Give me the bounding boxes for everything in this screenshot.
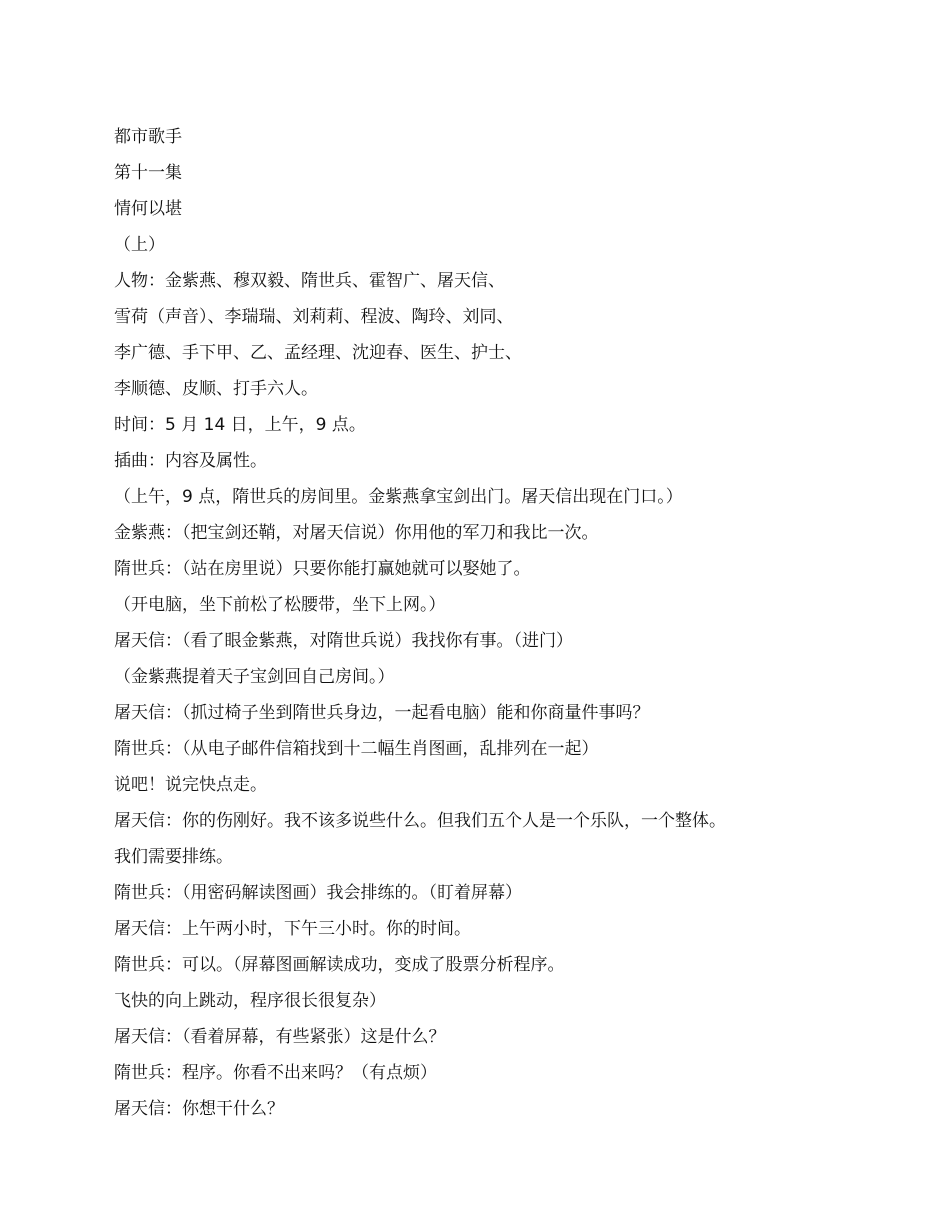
dialogue-line: 说吧！说完快点走。 <box>114 775 267 795</box>
dialogue-line: 屠天信：你想干什么？ <box>114 1099 284 1119</box>
stage-direction: （金紫燕提着天子宝剑回自己房间。） <box>114 667 395 687</box>
stage-direction: （开电脑，坐下前松了松腰带，坐下上网。） <box>114 595 446 615</box>
episode-number: 第十一集 <box>114 163 182 183</box>
time-line: 时间：5 月 14 日，上午，9 点。 <box>114 415 366 435</box>
dialogue-line: 隋世兵：（用密码解读图画）我会排练的。（盯着屏幕） <box>114 883 522 903</box>
stage-direction: （上午，9 点，隋世兵的房间里。金紫燕拿宝剑出门。屠天信出现在门口。） <box>114 487 683 507</box>
cast-line: 李顺德、皮顺、打手六人。 <box>114 379 318 399</box>
dialogue-line: 屠天信：上午两小时，下午三小时。你的时间。 <box>114 919 471 939</box>
drama-title: 都市歌手 <box>114 127 182 147</box>
dialogue-line: 屠天信：你的伤刚好。我不该多说些什么。但我们五个人是一个乐队，一个整体。 <box>114 811 726 831</box>
script-text <box>114 124 914 1132</box>
cast-line: 李广德、手下甲、乙、孟经理、沈迎春、医生、护士、 <box>114 343 522 363</box>
dialogue-line: 隋世兵：（站在房里说）只要你能打赢她就可以娶她了。 <box>114 559 531 579</box>
dialogue-line: 隋世兵：（从电子邮件信箱找到十二幅生肖图画，乱排列在一起） <box>114 739 599 759</box>
dialogue-line: 屠天信：（看着屏幕，有些紧张）这是什么？ <box>114 1027 446 1047</box>
dialogue-line: 屠天信：（抓过椅子坐到隋世兵身边，一起看电脑）能和你商量件事吗？ <box>114 703 650 723</box>
cast-line: 人物：金紫燕、穆双毅、隋世兵、霍智广、屠天信、 <box>114 271 505 291</box>
cast-line: 雪荷（声音）、李瑞瑞、刘莉莉、程波、陶玲、刘同、 <box>114 307 514 327</box>
interlude-line: 插曲：内容及属性。 <box>114 451 267 471</box>
part-label: （上） <box>114 235 165 255</box>
dialogue-line: 飞快的向上跳动，程序很长很复杂） <box>114 991 386 1011</box>
dialogue-line: 我们需要排练。 <box>114 847 233 867</box>
dialogue-line: 金紫燕：（把宝剑还鞘，对屠天信说）你用他的军刀和我比一次。 <box>114 523 599 543</box>
dialogue-line: 屠天信：（看了眼金紫燕，对隋世兵说）我找你有事。（进门） <box>114 631 573 651</box>
dialogue-line: 隋世兵：程序。你看不出来吗？（有点烦） <box>114 1063 437 1083</box>
dialogue-line: 隋世兵：可以。（屏幕图画解读成功，变成了股票分析程序。 <box>114 955 565 975</box>
episode-title: 情何以堪 <box>114 199 182 219</box>
